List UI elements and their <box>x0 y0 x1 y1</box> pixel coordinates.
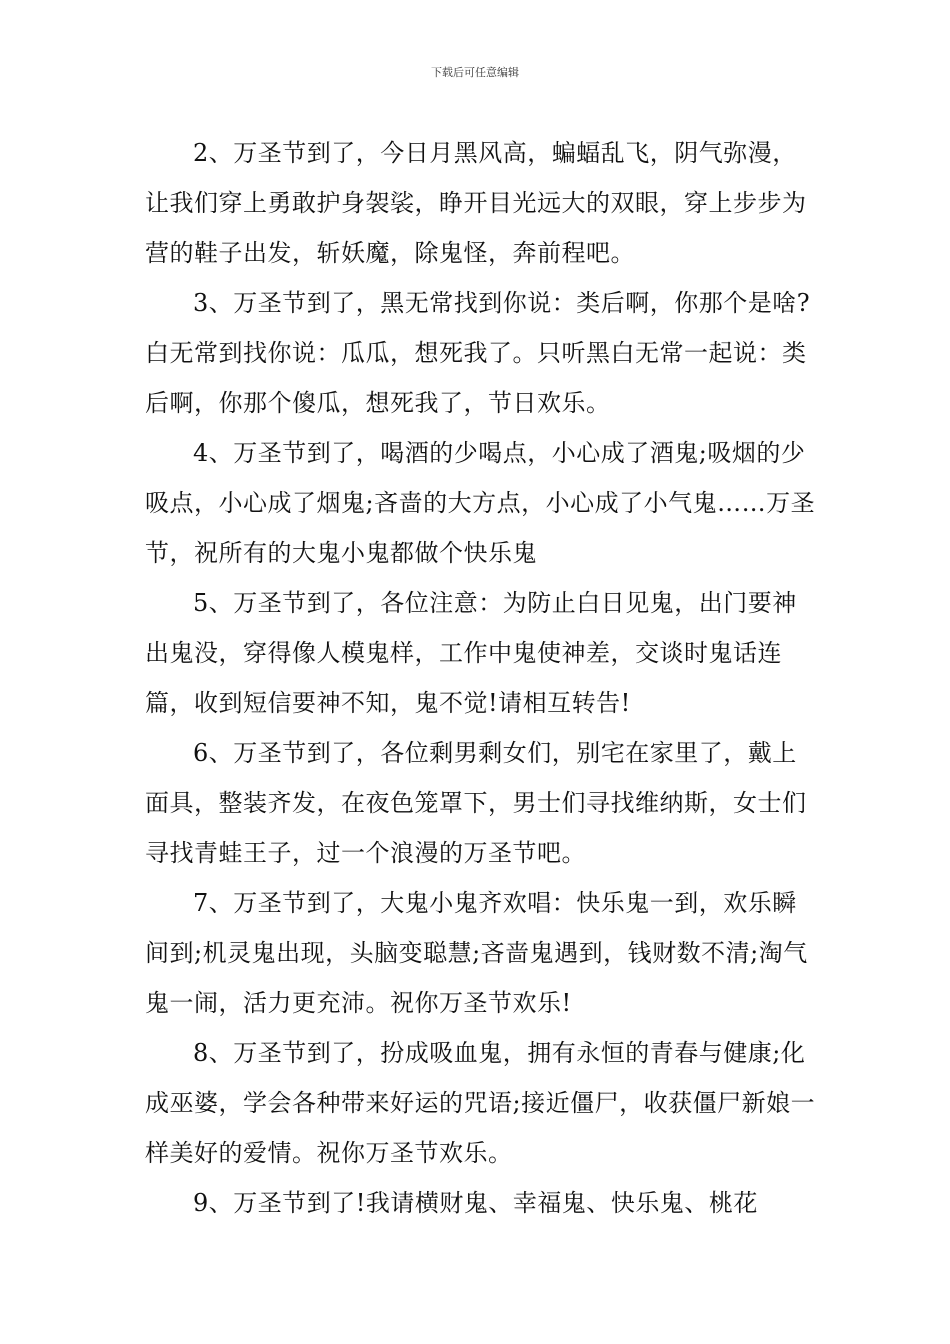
paragraph-6: 6、万圣节到了，各位剩男剩女们，别宅在家里了，戴上面具，整装齐发，在夜色笼罩下，男士们寻找维纳斯，女士们寻找青蛙王子，过一个浪漫的万圣节吧。 <box>145 739 807 867</box>
paragraph-3: 3、万圣节到了，黑无常找到你说：类后啊，你那个是啥?白无常到找你说：瓜瓜，想死我了。只听黑白无常一起说：类后啊，你那个傻瓜，想死我了，节日欢乐。 <box>145 289 811 417</box>
document-body <box>145 128 820 1228</box>
paragraph-2: 2、万圣节到了，今日月黑风高，蝙蝠乱飞，阴气弥漫，让我们穿上勇敢护身袈裟，睁开目光远大的双眼，穿上步步为营的鞋子出发，斩妖魔，除鬼怪，奔前程吧。 <box>145 139 807 267</box>
paragraph-4: 4、万圣节到了，喝酒的少喝点，小心成了酒鬼;吸烟的少吸点，小心成了烟鬼;吝啬的大方点，小心成了小气鬼……万圣节，祝所有的大鬼小鬼都做个快乐鬼 <box>145 439 816 567</box>
paragraph-9: 9、万圣节到了!我请横财鬼、幸福鬼、快乐鬼、桃花 <box>193 1189 758 1217</box>
paragraph-7: 7、万圣节到了，大鬼小鬼齐欢唱：快乐鬼一到，欢乐瞬间到;机灵鬼出现，头脑变聪慧;吝啬鬼遇到，钱财数不清;淘气鬼一闹，活力更充沛。祝你万圣节欢乐! <box>145 889 808 1017</box>
paragraph-5: 5、万圣节到了，各位注意：为防止白日见鬼，出门要神出鬼没，穿得像人模鬼样，工作中鬼使神差，交谈时鬼话连篇，收到短信要神不知，鬼不觉!请相互转告! <box>145 589 797 717</box>
paragraph-8: 8、万圣节到了，扮成吸血鬼，拥有永恒的青春与健康;化成巫婆，学会各种带来好运的咒语;接近僵尸，收获僵尸新娘一样美好的爱情。祝你万圣节欢乐。 <box>145 1039 816 1167</box>
page-header: 下载后可任意编辑 <box>431 66 519 79</box>
